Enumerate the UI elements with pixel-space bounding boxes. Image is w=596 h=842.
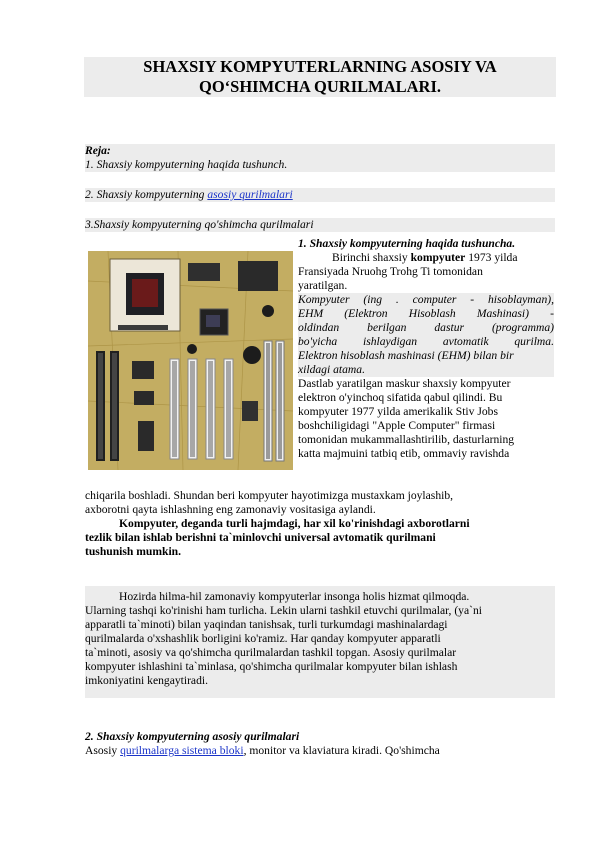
section-1-p2-line-1: Dastlab yaratilgan maskur shaxsiy kompyuter	[298, 377, 511, 390]
section-1-p1-line-2: Fransiyada Nruohg Trohg Ti tomonidan	[298, 265, 483, 278]
definition-line-4: bo'yicha ishlaydigan avtomatik qurilma.	[298, 335, 554, 348]
plan-item-3: 3.Shaxsiy kompyuterning qo'shimcha qurilmalari	[85, 218, 555, 232]
plan-item-1: 1. Shaxsiy kompyuterning haqida tushunch.	[85, 158, 555, 172]
section-1-p2-line-6: katta majmuini tatbiq etib, ommaviy ravishda	[298, 447, 510, 460]
section-2-line-1	[85, 744, 555, 758]
definition-line-6: xildagi atama.	[298, 363, 365, 376]
definition-block	[298, 293, 554, 377]
paragraph-3-line-4: qurilmalarda o'xshashlik borligini ko'ramiz. Har qanday kompyuter apparatli	[85, 632, 441, 645]
motherboard-image	[88, 251, 293, 470]
paragraph-3-line-5: ta`minoti, asosiy va qo'shimcha qurilmalardan tashkil topgan. Asosiy qurilmalar	[85, 646, 457, 659]
section-1-p1-line-1	[298, 251, 554, 265]
title-line-1: SHAXSIY KOMPYUTERLARNING ASOSIY VA	[143, 57, 497, 76]
section-2-heading: 2. Shaxsiy kompyuterning asosiy qurilmalari	[85, 730, 300, 743]
section-1-p2-line-4: boshchiligidagi "Apple Computer" firmasi	[298, 419, 496, 432]
section-1-heading: 1. Shaxsiy kompyuterning haqida tushuncha.	[298, 237, 516, 250]
section-2-text-b: , monitor va klaviatura kiradi. Qo'shimcha	[243, 744, 440, 757]
plan-item-2-text: 2. Shaxsiy kompyuterning	[85, 188, 208, 201]
p1-keyword: kompyuter	[410, 251, 466, 264]
bold-definition-line-2: tezlik bilan ishlab berishni ta`minlovchi universal avtomatik qurilmani	[85, 531, 436, 544]
paragraph-3-line-7: imkoniyatini kengaytiradi.	[85, 674, 208, 687]
section-1-p2-line-3: kompyuter 1977 yilda amerikalik Stiv Jobs	[298, 405, 498, 418]
p1-text-a: Birinchi shaxsiy	[332, 251, 411, 264]
paragraph-3-line-1: Hozirda hilma-hil zamonaviy kompyuterlar insonga holis hizmat qilmoqda.	[119, 590, 470, 603]
paragraph-3-line-6: kompyuter ishlashini ta`minlasa, qo'shimcha qurilmalar kompyuter bilan ishlash	[85, 660, 458, 673]
document-title	[84, 57, 556, 97]
bold-definition-line-1: Kompyuter, deganda turli hajmdagi, har xil ko'rinishdagi axborotlarni	[119, 517, 470, 530]
p1-text-b: 1973 yilda	[465, 251, 518, 264]
section-1-p2-line-8: axborotni qayta ishlashning eng zamonaviy vositasiga aylandi.	[85, 503, 376, 516]
paragraph-3-line-2: Ularning tashqi ko'rinishi ham turlicha. Lekin ularni tashkil etuvchi qurilmalar, (ya`ni	[85, 604, 483, 617]
definition-line-5: Elektron hisoblash mashinasi (EHM) bilan bir	[298, 349, 514, 362]
section-1-p2-line-7: chiqarila boshladi. Shundan beri kompyuter hayotimizga mustaxkam joylashib,	[85, 489, 454, 502]
bold-definition-line-3: tushunish mumkin.	[85, 545, 182, 558]
section-1-p1-line-3: yaratilgan.	[298, 279, 348, 292]
paragraph-3-line-3: apparatli ta`minoti) bilan yaqindan tanishsak, turli turkumdagi mashinalardagi	[85, 618, 448, 631]
definition-line-1: Kompyuter (ing . computer - hisoblayman),	[298, 293, 554, 306]
plan-heading: Reja:	[85, 144, 555, 158]
section-2-text-a: Asosiy	[85, 744, 121, 757]
plan-item-2-link[interactable]: asosiy qurilmalari	[207, 188, 293, 201]
title-line-2: QO‘SHIMCHA QURILMALARI.	[198, 77, 441, 96]
section-1-p2-line-5: tomonidan mukammallashtirilib, dasturlarning	[298, 433, 515, 446]
plan-item-2	[85, 188, 555, 202]
section-1-column	[298, 237, 554, 461]
definition-line-2: EHM (Elektron Hisoblash Mashinasi) -	[298, 307, 554, 320]
definition-line-3: oldindan berilgan dastur (programma)	[298, 321, 554, 334]
section-1-p2-line-2: elektron o'yinchoq sifatida qabul qilindi. Bu	[298, 391, 503, 404]
sistema-bloki-link[interactable]: qurilmalarga sistema bloki	[120, 744, 244, 757]
